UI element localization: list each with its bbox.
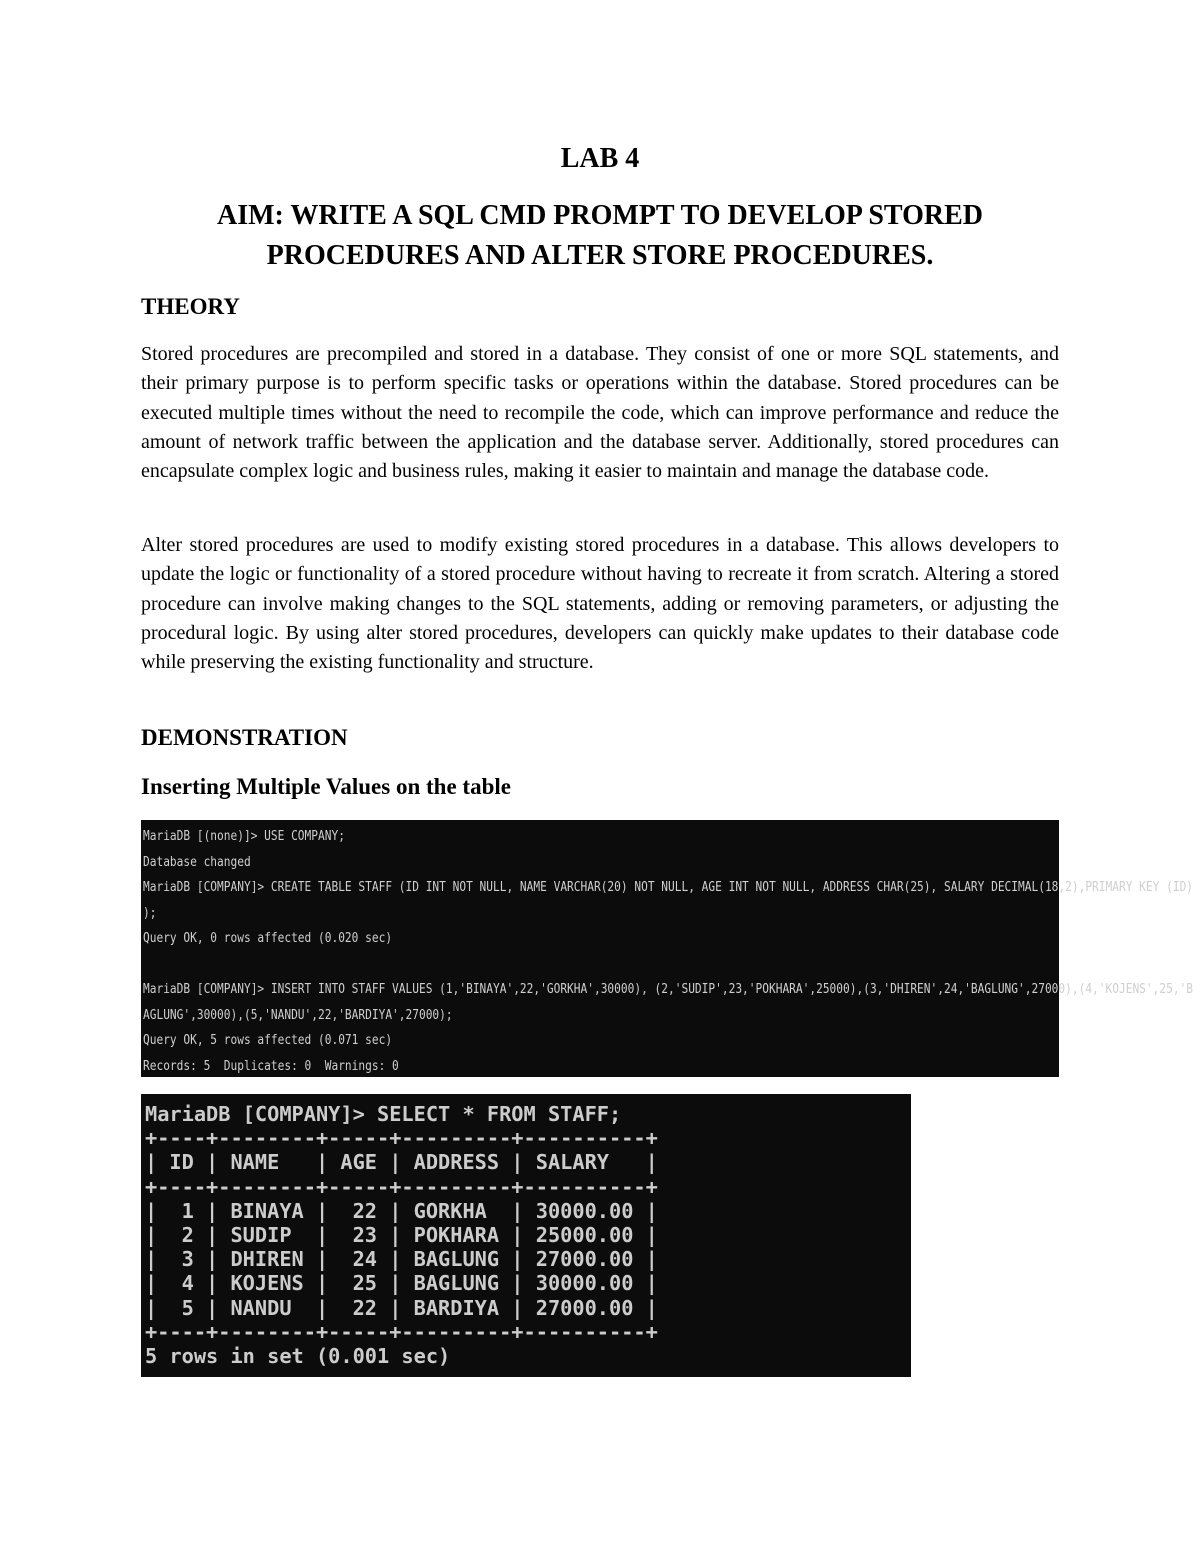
table-row: | 3 | DHIREN | 24 | BAGLUNG | 27000.00 |	[145, 1247, 658, 1272]
table-row: | 2 | SUDIP | 23 | POKHARA | 25000.00 |	[145, 1222, 658, 1247]
terminal-line: MariaDB [COMPANY]> CREATE TABLE STAFF (ID INT NOT NULL, NAME VARCHAR(20) NOT NULL, AGE INT NOT NULL, ADDRESS CHAR(25), SALARY DECIMAL(18,2),PRIMARY KEY (ID)	[143, 880, 1194, 895]
terminal-line: Query OK, 0 rows affected (0.020 sec)	[143, 931, 393, 946]
terminal-line: Database changed	[143, 854, 251, 870]
terminal-line: Query OK, 5 rows affected (0.071 sec)	[143, 1033, 393, 1048]
theory-paragraph-1: Stored procedures are precompiled and stored in a database. They consist of one or more SQL statements, and their primary purpose is to perform specific tasks or operations within the database. Stored procedures can be executed multiple times without the need to recompile the code, which can improve performance and reduce the amount of network traffic between the application and the database server. Additionally, stored procedures can encapsulate complex logic and business rules, making it easier to maintain and manage the database code.	[141, 343, 1059, 483]
terminal-line	[143, 952, 929, 978]
lab-title: LAB 4	[560, 143, 640, 174]
theory-heading: THEORY	[141, 294, 240, 319]
terminal-screenshot-create-insert	[141, 820, 1194, 1077]
demonstration-heading: DEMONSTRATION	[141, 725, 348, 750]
terminal-line: AGLUNG',30000),(5,'NANDU',22,'BARDIYA',27000);	[143, 1007, 453, 1023]
aim-title: AIM: WRITE A SQL CMD PROMPT TO DEVELOP STORED PROCEDURES AND ALTER STORE PROCEDURES.	[216, 200, 983, 271]
table-row: | 5 | NANDU | 22 | BARDIYA | 27000.00 |	[145, 1295, 658, 1320]
table-row: | 1 | BINAYA | 22 | GORKHA | 30000.00 |	[145, 1198, 658, 1223]
theory-paragraph-2: Alter stored procedures are used to modify existing stored procedures in a database. This allows developers to update the logic or functionality of a stored procedure without having to recreate it from scratch. Altering a stored procedure can involve making changes to the SQL statements, adding or removing parameters, or adjusting the procedural logic. By using alter stored procedures, developers can quickly make updates to their database code while preserving the existing functionality and structure.	[141, 534, 1059, 674]
terminal-line: MariaDB [COMPANY]> INSERT INTO STAFF VALUES (1,'BINAYA',22,'GORKHA',30000), (2,'SUDIP',23,'POKHARA',25000),(3,'DHIREN',24,'BAGLUNG',27000),(4,'KOJENS',25,'B	[143, 982, 1194, 997]
terminal-line: MariaDB [COMPANY]> SELECT * FROM STAFF;	[145, 1102, 622, 1126]
table-header-row: | ID | NAME | AGE | ADDRESS | SALARY |	[145, 1150, 658, 1175]
table-border-line: +----+--------+-----+---------+----------+	[145, 1174, 658, 1199]
inserting-values-subheading: Inserting Multiple Values on the table	[141, 774, 511, 799]
table-border-line: +----+--------+-----+---------+----------+	[145, 1319, 658, 1344]
terminal-line: Records: 5 Duplicates: 0 Warnings: 0	[143, 1058, 399, 1074]
table-border-line: +----+--------+-----+---------+----------+	[145, 1126, 658, 1151]
terminal-line: );	[143, 905, 157, 921]
terminal-screenshot-select	[141, 1094, 911, 1377]
result-summary-line: 5 rows in set (0.001 sec)	[145, 1343, 451, 1368]
table-row: | 4 | KOJENS | 25 | BAGLUNG | 30000.00 |	[145, 1271, 658, 1296]
terminal-line: MariaDB [(none)]> USE COMPANY;	[143, 829, 345, 844]
